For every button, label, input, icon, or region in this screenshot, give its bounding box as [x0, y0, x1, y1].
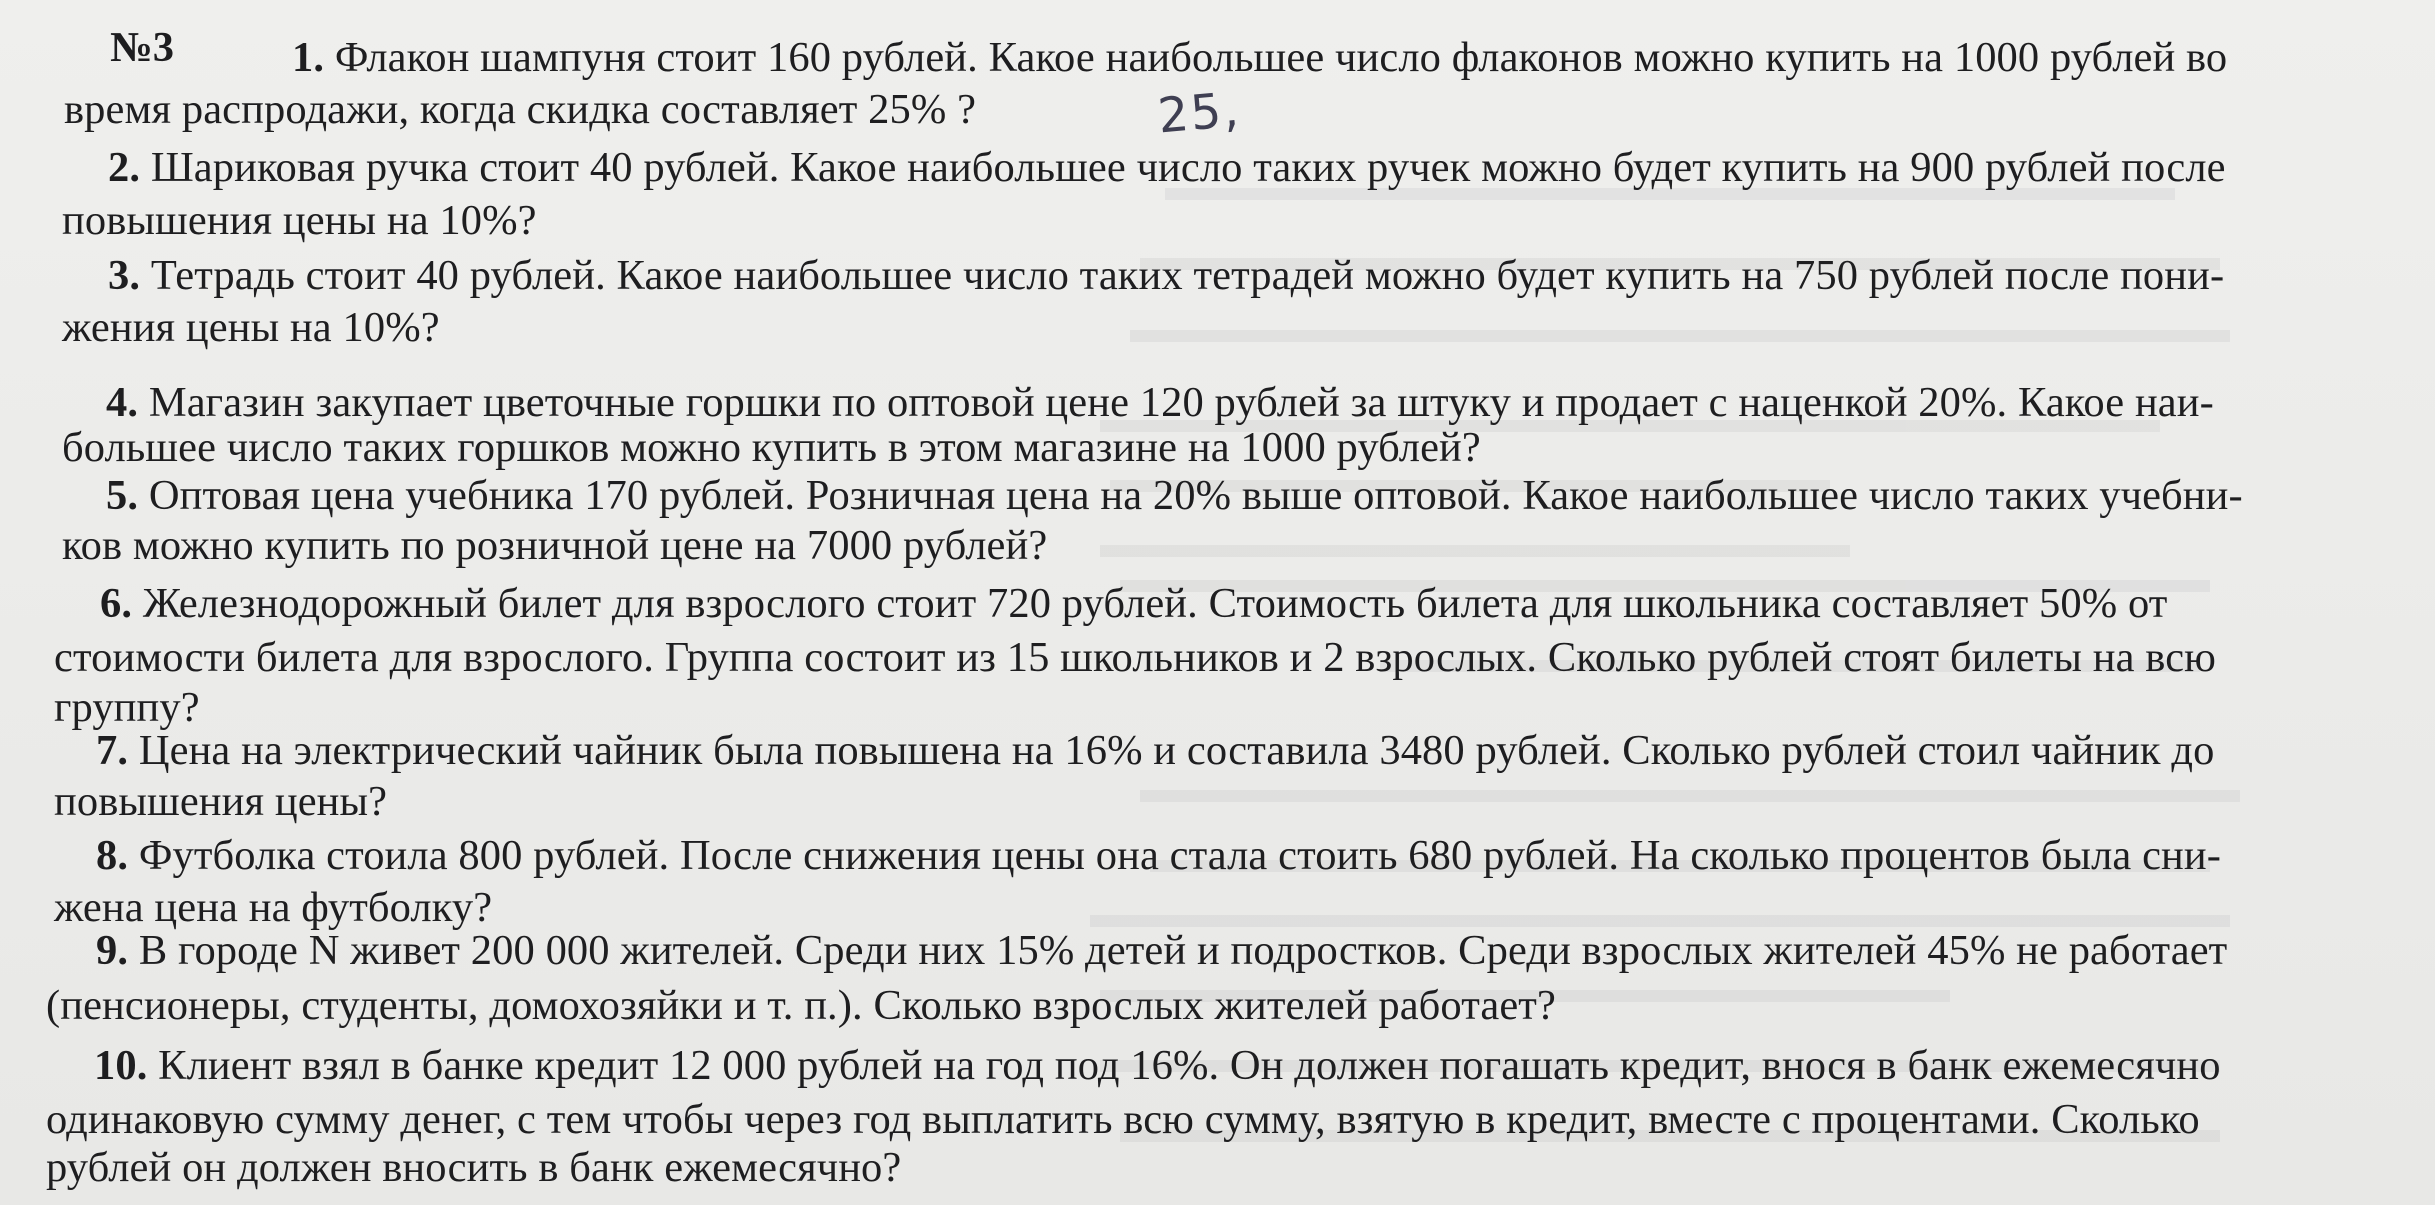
- problem-10-line-2: одинаковую сумму денег, с тем чтобы через год выплатить всю сумму, взятую в кредит, вместе с процентами. Сколько: [46, 1096, 2200, 1143]
- problem-8-line-2: жена цена на футболку?: [54, 884, 493, 931]
- problem-number: 4.: [106, 379, 139, 426]
- problem-10-line-1: [94, 1040, 2221, 1092]
- problem-text: Флакон шампуня стоит 160 рублей. Какое наибольшее число флаконов можно купить на 1000 рублей во: [334, 34, 2228, 81]
- problem-7-line-2: повышения цены?: [54, 778, 388, 825]
- problem-text: Тетрадь стоит 40 рублей. Какое наибольшее число таких тетрадей можно будет купить на 750 рублей после пони-: [150, 252, 2225, 299]
- problem-6-line-3: группу?: [54, 684, 200, 731]
- problem-number: 7.: [96, 727, 129, 774]
- problem-text: Цена на электрический чайник была повышена на 16% и составила 3480 рублей. Сколько рублей стоил чайник до: [138, 727, 2215, 774]
- problem-text: Железнодорожный билет для взрослого стоит 720 рублей. Стоимость билета для школьника составляет 50% от: [142, 580, 2168, 627]
- problem-5-line-1: [106, 470, 2243, 522]
- exercise-number: №3: [110, 24, 174, 71]
- problem-2-line-2: повышения цены на 10%?: [62, 197, 537, 244]
- problem-number: 6.: [100, 580, 133, 627]
- problem-8-line-1: [96, 830, 2221, 882]
- problem-text: Магазин закупает цветочные горшки по оптовой цене 120 рублей за штуку и продает с наценкой 20%. Какое наи-: [148, 379, 2214, 426]
- problem-7-line-1: [96, 725, 2214, 777]
- problem-9-line-1: [96, 925, 2227, 977]
- problem-text: Футболка стоила 800 рублей. После снижения цены она стала стоить 680 рублей. На сколько процентов была сни-: [138, 832, 2221, 879]
- problem-number: 5.: [106, 472, 139, 519]
- problem-4-line-2: большее число таких горшков можно купить в этом магазине на 1000 рублей?: [62, 424, 1481, 471]
- problem-number: 2.: [108, 144, 141, 191]
- handwritten-note: 25,: [1155, 81, 1243, 145]
- problem-6-line-1: [100, 578, 2167, 630]
- problem-number: 3.: [108, 252, 141, 299]
- problem-3-line-1: [108, 250, 2224, 302]
- problem-6-line-2: стоимости билета для взрослого. Группа состоит из 15 школьников и 2 взрослых. Сколько рублей стоят билеты на всю: [54, 634, 2217, 681]
- problem-text: Шариковая ручка стоит 40 рублей. Какое наибольшее число таких ручек можно будет купить на 900 рублей после: [150, 144, 2226, 191]
- problem-number: 10.: [94, 1042, 148, 1089]
- problem-number: 1.: [292, 34, 325, 81]
- problem-2-line-1: [108, 142, 2226, 194]
- problem-3-line-2: жения цены на 10%?: [62, 304, 440, 351]
- problem-9-line-2: (пенсионеры, студенты, домохозяйки и т. п.). Сколько взрослых жителей работает?: [46, 982, 1556, 1029]
- problem-text: В городе N живет 200 000 жителей. Среди них 15% детей и подростков. Среди взрослых жителей 45% не работает: [138, 927, 2228, 974]
- problem-number: 9.: [96, 927, 129, 974]
- problem-1-line-2: время распродажи, когда скидка составляет 25% ?: [64, 86, 977, 133]
- problem-10-line-3: рублей он должен вносить в банк ежемесячно?: [46, 1144, 902, 1191]
- problem-number: 8.: [96, 832, 129, 879]
- problem-text: Оптовая цена учебника 170 рублей. Розничная цена на 20% выше оптовой. Какое наибольшее число таких учебни-: [148, 472, 2243, 519]
- problem-1-line-1: [292, 32, 2227, 84]
- problem-5-line-2: ков можно купить по розничной цене на 7000 рублей?: [62, 522, 1048, 569]
- problem-text: Клиент взял в банке кредит 12 000 рублей на год под 16%. Он должен погашать кредит, внося в банк ежемесячно: [158, 1042, 2221, 1089]
